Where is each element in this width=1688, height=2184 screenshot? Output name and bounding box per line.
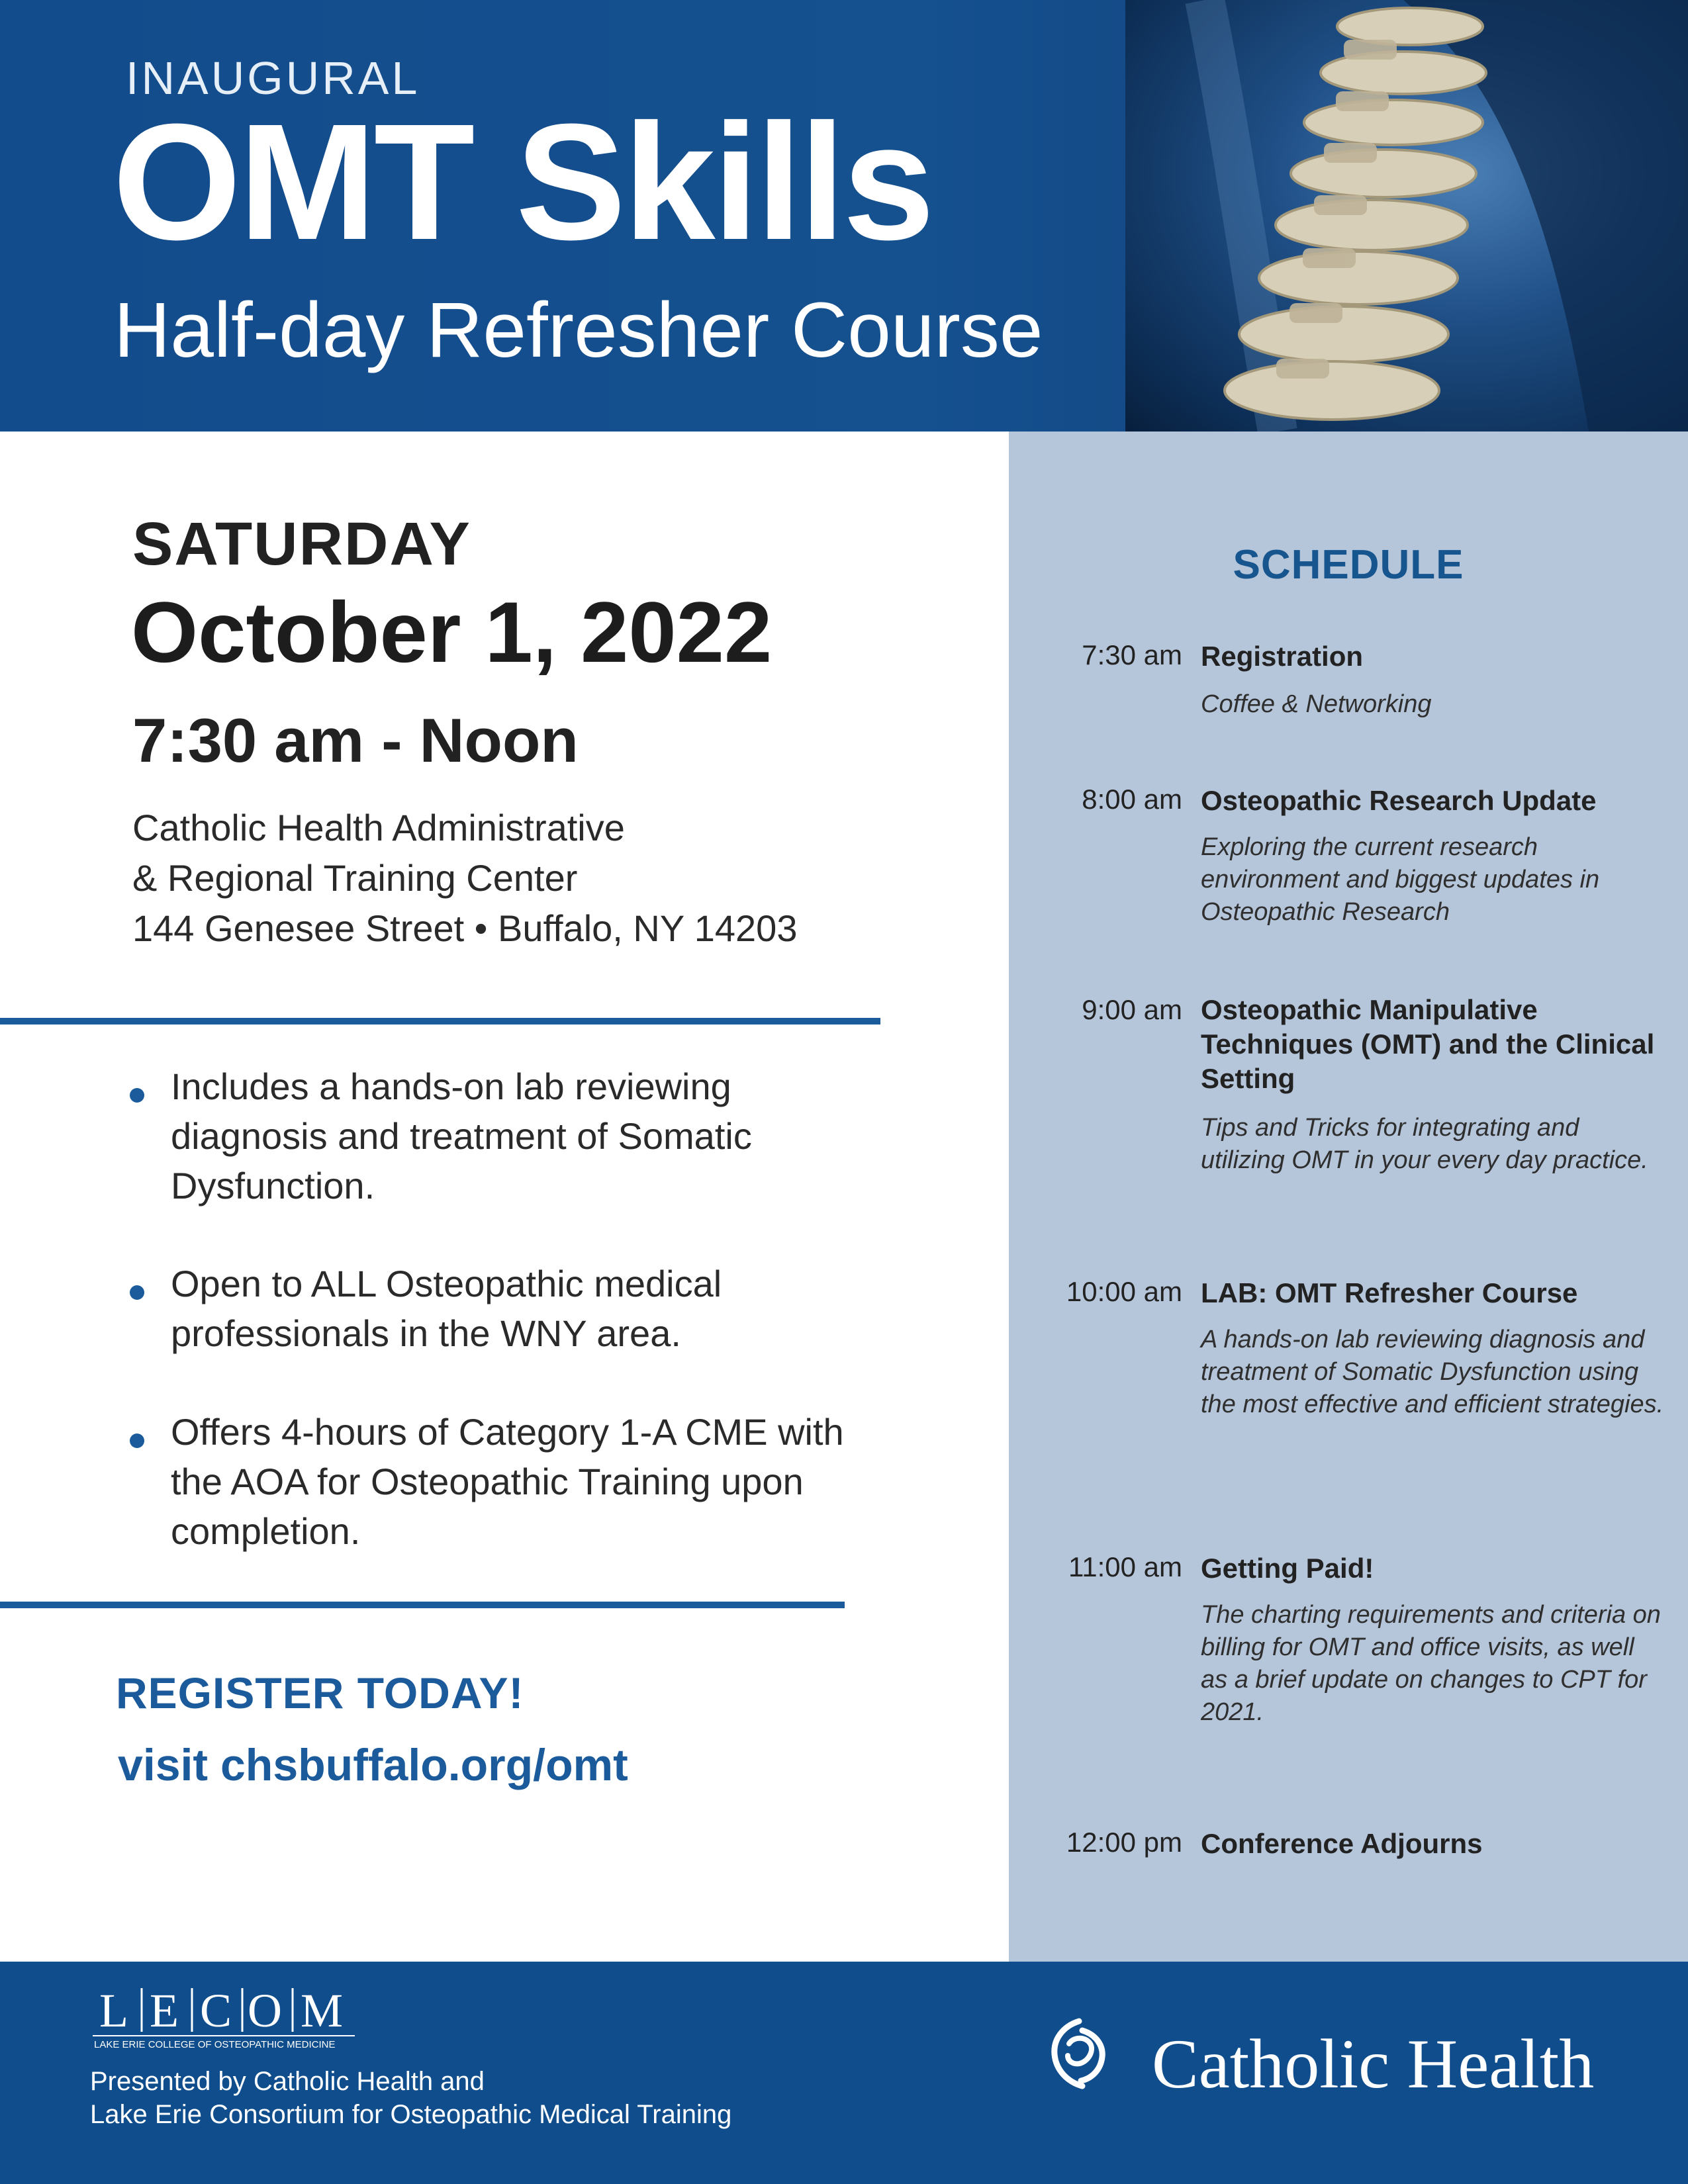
lecom-letter: L	[99, 1984, 128, 2037]
schedule-time: 9:00 am	[1082, 994, 1182, 1025]
bullet-dot-icon	[130, 1433, 144, 1448]
feature-bullet-3: Offers 4-hours of Category 1-A CME with the AOA for Osteopathic Training upon completion.	[171, 1411, 844, 1552]
catholic-health-icon	[1049, 2017, 1109, 2090]
schedule-title: LAB: OMT Refresher Course	[1201, 1277, 1578, 1308]
register-link[interactable]: visit chsbuffalo.org/omt	[118, 1740, 628, 1790]
catholic-health-logo-text: Catholic Health	[1152, 2025, 1595, 2103]
schedule-heading: SCHEDULE	[1233, 542, 1464, 588]
bullet-dot-icon	[130, 1088, 144, 1103]
schedule-title: Osteopathic Research Update	[1201, 785, 1597, 816]
venue-line-2: & Regional Training Center	[132, 857, 578, 899]
divider-top	[0, 1018, 880, 1024]
schedule-description: Coffee & Networking	[1201, 690, 1432, 718]
lecom-letter: M	[301, 1984, 344, 2037]
lecom-letter: C	[200, 1984, 232, 2037]
lecom-letter: E	[150, 1984, 179, 2037]
schedule-title: Registration	[1201, 641, 1364, 672]
page-title: OMT Skills	[113, 89, 933, 274]
schedule-description: Exploring the current research environment and biggest updates in Osteopathic Research	[1201, 833, 1600, 926]
schedule-title: Osteopathic Manipulative Techniques (OMT) and the Clinical Setting	[1201, 994, 1655, 1094]
register-heading: REGISTER TODAY!	[116, 1668, 524, 1717]
event-date: October 1, 2022	[131, 584, 773, 680]
lecom-tagline: LAKE ERIE COLLEGE OF OSTEOPATHIC MEDICINE	[94, 2039, 336, 2050]
schedule-description: A hands-on lab reviewing diagnosis and treatment of Somatic Dysfunction using the most effective and efficient strategies.	[1201, 1326, 1664, 1418]
schedule-description: Tips and Tricks for integrating and utilizing OMT in your every day practice.	[1201, 1114, 1648, 1174]
header-banner	[0, 0, 1688, 432]
presented-line-1: Presented by Catholic Health and	[90, 2067, 485, 2096]
lecom-logo	[90, 1979, 357, 2053]
schedule-title: Conference Adjourns	[1201, 1828, 1483, 1859]
schedule-time: 8:00 am	[1082, 784, 1182, 815]
feature-bullet-1: Includes a hands-on lab reviewing diagnosis and treatment of Somatic Dysfunction.	[171, 1066, 752, 1206]
spine-photo	[1125, 0, 1688, 432]
spine-illustration	[1125, 0, 1688, 432]
header-eyebrow: INAUGURAL	[126, 52, 420, 104]
venue-line-1: Catholic Health Administrative	[132, 807, 625, 848]
presented-by	[90, 2065, 731, 2131]
feature-bullet-2: Open to ALL Osteopathic medical professionals in the WNY area.	[171, 1263, 722, 1354]
schedule-time: 10:00 am	[1066, 1276, 1182, 1307]
lecom-letter: O	[248, 1984, 282, 2037]
venue-line-3: 144 Genesee Street • Buffalo, NY 14203	[132, 907, 798, 949]
schedule-time: 11:00 am	[1068, 1551, 1182, 1582]
page-subtitle: Half-day Refresher Course	[114, 287, 1043, 374]
schedule-time: 7:30 am	[1082, 639, 1182, 670]
schedule-title: Getting Paid!	[1201, 1553, 1374, 1584]
bullet-dot-icon	[130, 1285, 144, 1300]
presented-line-2: Lake Erie Consortium for Osteopathic Medical Training	[90, 2100, 732, 2129]
event-time: 7:30 am - Noon	[132, 705, 579, 775]
schedule-time: 12:00 pm	[1066, 1827, 1182, 1858]
divider-bottom	[0, 1602, 845, 1608]
schedule-description: The charting requirements and criteria on billing for OMT and office visits, as well as a brief update on changes to CPT for 2021.	[1201, 1601, 1661, 1726]
event-day: SATURDAY	[132, 510, 471, 578]
